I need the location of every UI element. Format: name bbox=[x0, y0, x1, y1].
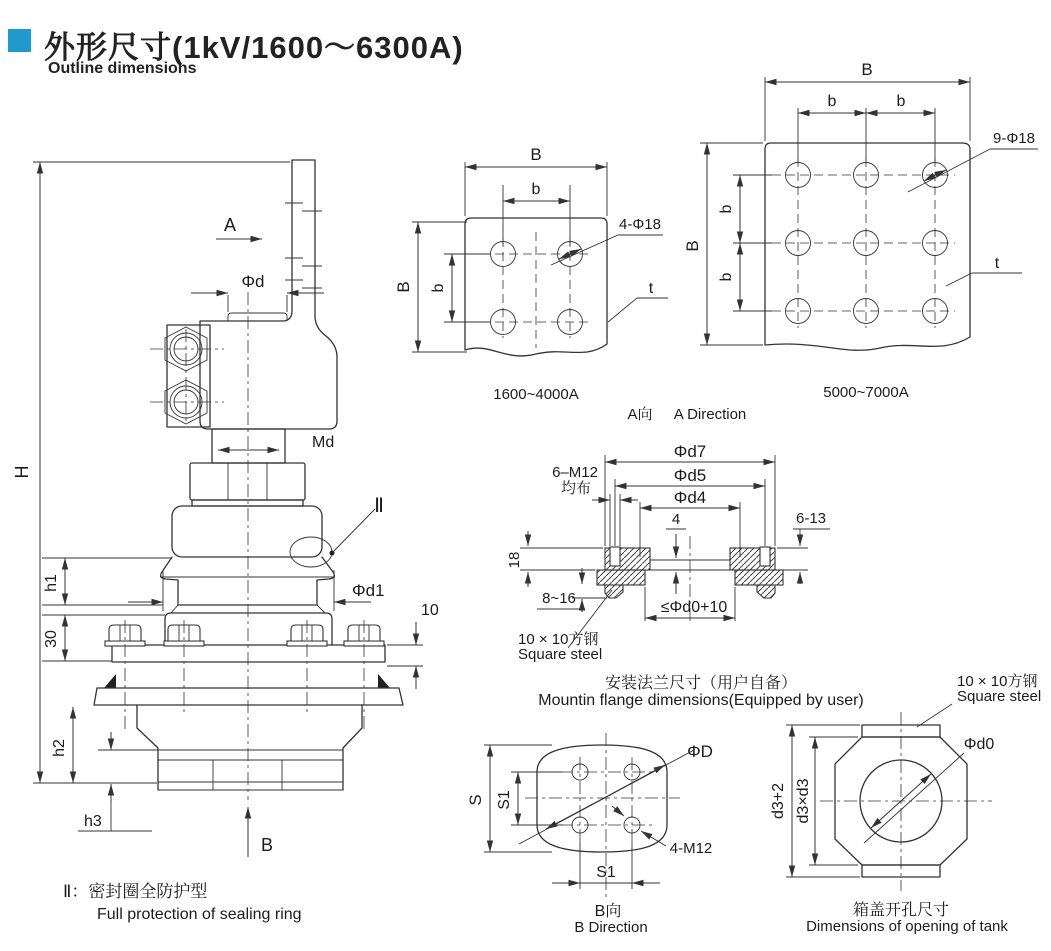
dim-phi-d0-10: ≤Φd0+10 bbox=[660, 599, 728, 616]
detail-ii-label: Ⅱ bbox=[374, 495, 384, 517]
terminal-bolt-block bbox=[150, 325, 224, 427]
b-view-dimensions bbox=[466, 742, 713, 889]
lower-porcelain-body bbox=[137, 705, 362, 790]
dim-b1-left: b bbox=[718, 204, 735, 214]
pad-caption: 5000~7000A bbox=[823, 384, 909, 401]
a-direction-caption bbox=[627, 406, 746, 423]
hex-nut bbox=[190, 463, 305, 506]
tank-cover bbox=[94, 688, 403, 705]
page-subtitle: Outline dimensions bbox=[48, 60, 197, 77]
threaded-stem bbox=[212, 429, 285, 463]
dim-B-top: B bbox=[530, 145, 542, 164]
dim-S1-left: S1 bbox=[496, 790, 513, 810]
flange-bolts bbox=[105, 620, 384, 730]
dim-phi-d1: Φd1 bbox=[352, 581, 385, 600]
flange-dimensions bbox=[506, 442, 830, 663]
weld-mark-left bbox=[104, 674, 116, 688]
tank-caption-en: Dimensions of opening of tank bbox=[806, 918, 1008, 935]
flange-caption-zh: 安装法兰尺寸（用户自备） bbox=[604, 675, 798, 692]
dim-B-left: B bbox=[683, 240, 702, 252]
bolt-spec-line2: 均布 bbox=[560, 480, 592, 497]
dim-d3-plus-2: d3+2 bbox=[770, 782, 787, 820]
flange-base-left bbox=[597, 570, 645, 585]
dim-md: Md bbox=[312, 434, 335, 451]
page-title: 外形尺寸(1kV/1600～6300A) bbox=[44, 30, 464, 65]
dim-4: 4 bbox=[671, 511, 681, 528]
square-steel-en: Square steel bbox=[518, 646, 603, 663]
dim-30: 30 bbox=[43, 630, 60, 648]
dim-h3: h3 bbox=[84, 813, 102, 830]
b-view-caption-en: B Direction bbox=[574, 919, 648, 936]
a-direction-zh: A向 bbox=[627, 406, 653, 423]
note-seal-zh: Ⅱ：密封圈全防护型 bbox=[63, 882, 208, 901]
pad-holes bbox=[481, 232, 592, 348]
pad-view-5000-7000 bbox=[683, 60, 1038, 401]
label-a-view: A bbox=[223, 215, 237, 235]
m12-slot-left bbox=[610, 547, 620, 566]
dim-phi-d5: Φd5 bbox=[673, 466, 707, 485]
main-view-dimensions bbox=[12, 162, 439, 857]
dim-b-inner-left: b bbox=[430, 283, 447, 293]
tank-caption-zh: 箱盖开孔尺寸 bbox=[852, 902, 950, 919]
sealing-skirt bbox=[161, 557, 335, 605]
mounting-flange-plate bbox=[112, 645, 385, 662]
note-seal-en: Full protection of sealing ring bbox=[97, 906, 302, 923]
callout-t: t bbox=[648, 280, 654, 297]
square-steel-en: Square steel bbox=[957, 688, 1042, 705]
conductor-flag-outline bbox=[200, 160, 337, 429]
square-steel-zh: 10 × 10方钢 bbox=[518, 631, 599, 648]
dim-b-inner-top: b bbox=[531, 181, 541, 198]
detail-ii-balloon bbox=[290, 509, 375, 567]
pad-outline bbox=[765, 143, 970, 350]
callout-t: t bbox=[994, 255, 1000, 272]
b-view-caption-zh: B向 bbox=[594, 903, 622, 920]
dim-S1-bottom: S1 bbox=[596, 864, 616, 881]
square-steel-zh: 10 × 10方钢 bbox=[957, 673, 1038, 690]
dim-b1-top: b bbox=[827, 93, 837, 110]
dim-phi-d0: Φd0 bbox=[963, 736, 995, 753]
dim-b2-top: b bbox=[896, 93, 906, 110]
dim-phi-d: Φd bbox=[241, 272, 265, 291]
pad-holes bbox=[772, 158, 955, 328]
bar-break-lines bbox=[285, 203, 322, 288]
pad-dimensions bbox=[394, 145, 668, 352]
dim-B-top: B bbox=[861, 60, 873, 79]
upper-housing bbox=[172, 506, 322, 557]
accent-square-bullet bbox=[8, 29, 31, 52]
dim-d3xd3: d3×d3 bbox=[795, 778, 812, 824]
dim-phi-d4: Φd4 bbox=[673, 488, 707, 507]
mounting-flange-view bbox=[506, 442, 864, 709]
dim-h1: h1 bbox=[43, 574, 60, 592]
dim-phi-D: ΦD bbox=[687, 742, 713, 761]
label-b-view: B bbox=[261, 835, 274, 855]
dim-h2: h2 bbox=[51, 739, 68, 757]
callout-4-phi18: 4-Φ18 bbox=[619, 216, 661, 233]
flange-caption-en: Mountin flange dimensions(Equipped by user) bbox=[538, 692, 864, 709]
bottom-face-outline bbox=[537, 745, 667, 852]
m12-slot-right bbox=[760, 547, 770, 566]
neck-plateau bbox=[228, 313, 287, 321]
bolt-spec-line1: 6–M12 bbox=[552, 464, 598, 481]
main-bushing-section-view bbox=[12, 160, 439, 923]
flange-foot-right bbox=[757, 585, 775, 598]
dim-18: 18 bbox=[506, 551, 523, 569]
weld-mark-right bbox=[378, 674, 390, 688]
tank-opening-view bbox=[770, 673, 1041, 935]
callout-9-phi18: 9-Φ18 bbox=[993, 130, 1035, 147]
callout-4-m12: 4-M12 bbox=[669, 840, 713, 857]
b-direction-view bbox=[466, 733, 713, 936]
dim-10: 10 bbox=[421, 602, 439, 619]
dim-S: S bbox=[466, 794, 485, 806]
flange-base-right bbox=[735, 570, 783, 585]
dim-B-left: B bbox=[394, 281, 413, 293]
dim-H: H bbox=[12, 465, 32, 479]
a-direction-en: A Direction bbox=[673, 406, 747, 423]
pad-view-1600-4000 bbox=[394, 145, 668, 403]
dim-6-13: 6-13 bbox=[795, 510, 827, 527]
pad-dimensions bbox=[683, 60, 1038, 345]
pad-caption: 1600~4000A bbox=[493, 386, 579, 403]
dim-b2-left: b bbox=[718, 272, 735, 282]
dim-8-16: 8~16 bbox=[542, 590, 576, 607]
dim-phi-d7: Φd7 bbox=[673, 442, 707, 461]
